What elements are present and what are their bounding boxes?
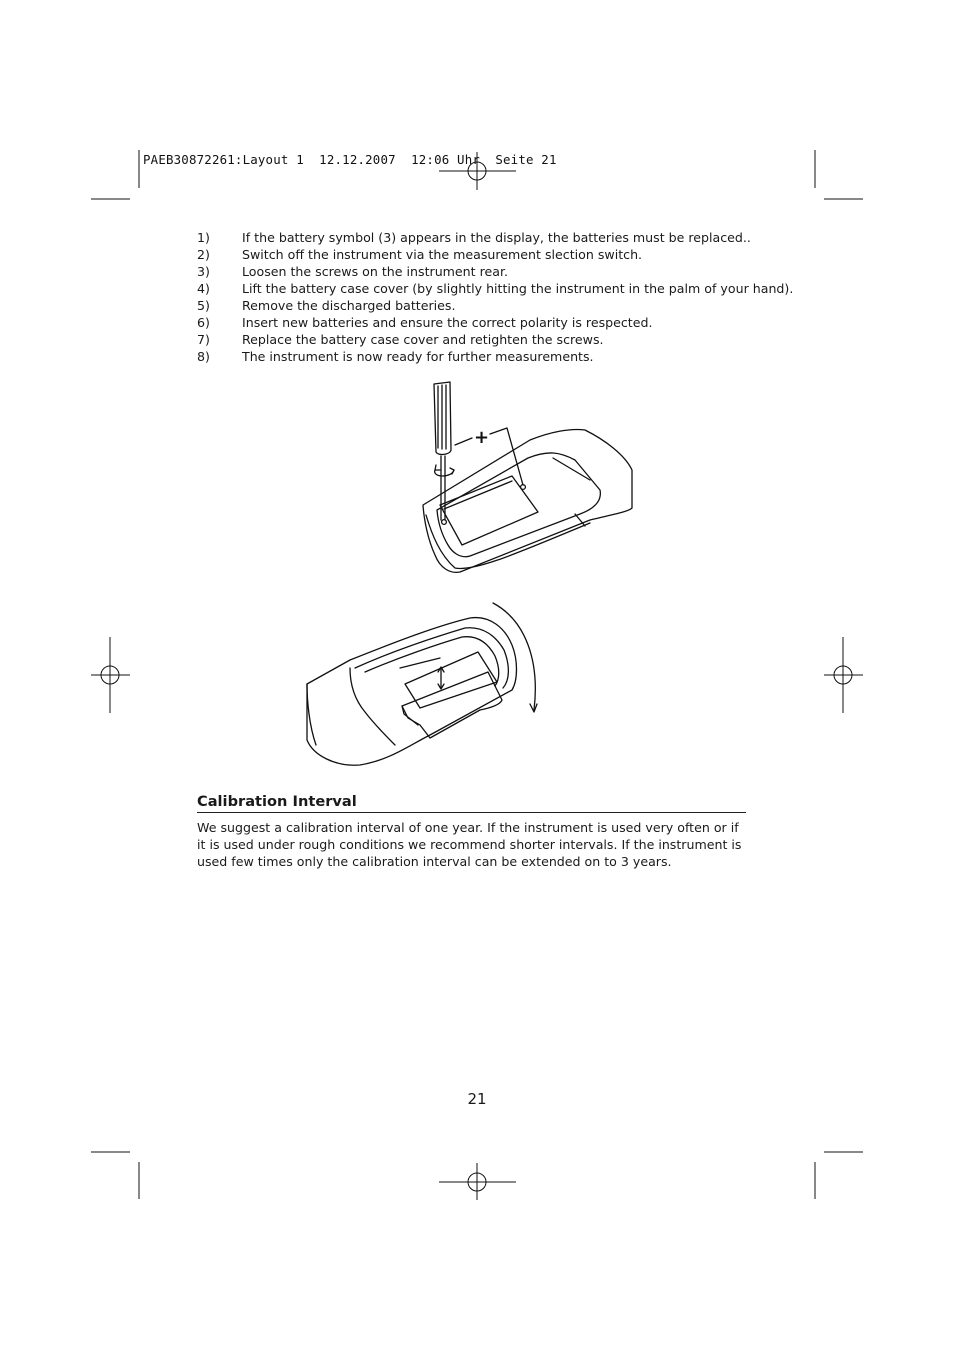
step-item: 8) The instrument is now ready for further measurements. — [197, 349, 594, 364]
calibration-heading: Calibration Interval — [197, 793, 746, 813]
print-slug-line: PAEB30872261:Layout 1 12.12.2007 12:06 Uhr Seite 21 — [143, 152, 557, 167]
battery-replacement-steps — [197, 229, 794, 365]
step-item: 5) Remove the discharged batteries. — [197, 298, 456, 313]
screwdriver-illustration — [410, 376, 650, 581]
step-item: 4) Lift the battery case cover (by slightly hitting the instrument in the palm of your hand). — [197, 281, 794, 296]
step-item: 2) Switch off the instrument via the measurement slection switch. — [197, 247, 643, 262]
step-item: 7) Replace the battery case cover and retighten the screws. — [197, 332, 604, 347]
step-item: 6) Insert new batteries and ensure the correct polarity is respected. — [197, 315, 653, 330]
polarity-plus-symbol: + — [474, 427, 490, 448]
calibration-paragraph: We suggest a calibration interval of one year. If the instrument is used very often or if it is used under rough conditions we recommend shorter intervals. If the instrument is used few times only the calibration interval can be extended on to 3 years. — [197, 820, 742, 869]
page-number: 21 — [467, 1090, 487, 1108]
step-item: 1) If the battery symbol (3) appears in the display, the batteries must be replaced.. — [197, 230, 751, 245]
step-item: 3) Loosen the screws on the instrument rear. — [197, 264, 508, 279]
battery-cover-illustration — [300, 598, 545, 770]
